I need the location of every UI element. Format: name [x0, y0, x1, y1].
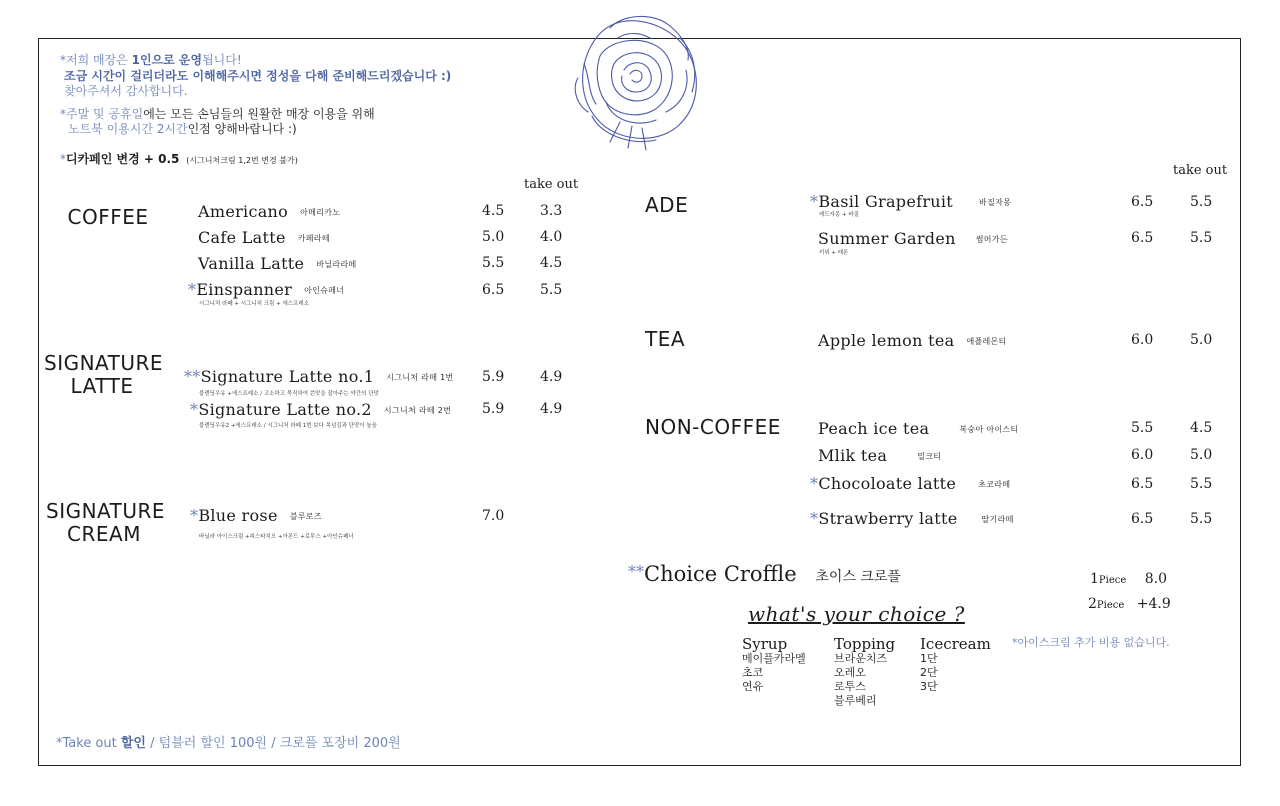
price: 6.5 — [482, 282, 505, 298]
menu-item-basil-grapefruit[interactable]: *Basil Grapefruit 바질자몽 — [810, 192, 1012, 211]
option: 로투스 — [834, 680, 866, 693]
option: 연유 — [742, 680, 764, 693]
option: 브라운치즈 — [834, 652, 888, 665]
takeout-price: 5.5 — [1190, 194, 1213, 210]
menu-item-einspanner[interactable]: *Einspanner 아인슈페너 — [188, 280, 345, 299]
takeout-price: 5.0 — [1190, 447, 1213, 463]
price: 5.9 — [482, 369, 505, 385]
takeout-price: 5.5 — [1190, 476, 1213, 492]
takeout-price: 4.5 — [540, 255, 563, 271]
price: 5.0 — [482, 229, 505, 245]
price: 6.0 — [1131, 447, 1154, 463]
category-ade: ADE — [645, 193, 689, 217]
menu-item-peach-ice-tea[interactable]: Peach ice tea 복숭아 아이스티 — [818, 419, 1019, 438]
takeout-price: 4.9 — [540, 401, 563, 417]
price: 6.5 — [1131, 194, 1154, 210]
menu-item-milk-tea[interactable]: Mlik tea 밀크티 — [818, 446, 942, 465]
option: 초코 — [742, 666, 764, 679]
menu-item-cafe-latte[interactable]: Cafe Latte 카페라떼 — [198, 228, 330, 247]
menu-item-blue-rose[interactable]: *Blue rose 블루로즈 — [190, 506, 322, 525]
menu-item-apple-lemon-tea[interactable]: Apple lemon tea 애플레몬티 — [818, 331, 1007, 350]
option: 블루베리 — [834, 694, 877, 707]
menu-item-strawberry-latte[interactable]: *Strawberry latte 딸기라떼 — [810, 509, 1014, 528]
menu-item-vanilla-latte[interactable]: Vanilla Latte 바닐라라떼 — [198, 254, 357, 273]
choice-column-syrup: Syrup 메이플카라멜 초코 연유 — [742, 635, 806, 693]
menu-item-summer-garden[interactable]: Summer Garden 썸머가든 — [818, 229, 1008, 248]
notice-line-3: 찾아주셔서 감사합니다. — [64, 84, 188, 98]
price: 6.5 — [1131, 476, 1154, 492]
option: 메이플카라멜 — [742, 652, 806, 665]
decaf-notice: *디카페인 변경 + 0.5 (시그니처크림 1,2번 변경 불가) — [60, 152, 298, 166]
price: 6.5 — [1131, 511, 1154, 527]
croffle-2-piece: 2Piece +4.9 — [1088, 596, 1171, 612]
rose-illustration-icon — [570, 8, 704, 158]
menu-item-signature-latte-1[interactable]: **Signature Latte no.1 시그니처 라떼 1번 — [184, 367, 454, 386]
choice-heading: what's your choice ? — [748, 602, 965, 626]
take-out-header-left: take out — [524, 177, 579, 192]
takeout-price: 5.5 — [1190, 511, 1213, 527]
option: 오레오 — [834, 666, 866, 679]
category-non-coffee: NON-COFFEE — [645, 415, 781, 439]
item-description: 블렌딩우유 +에스프레소 / 고소하고 묵직하여 쓴맛을 잡아주는 약간의 단맛 — [199, 391, 379, 397]
category-signature-cream: SIGNATURE CREAM — [46, 499, 166, 546]
category-signature-latte: SIGNATURE LATTE — [44, 351, 164, 398]
croffle-1-piece: 1Piece 8.0 — [1090, 571, 1168, 587]
takeout-price: 4.0 — [540, 229, 563, 245]
item-description: 레드자몽 + 바질 — [819, 212, 859, 218]
item-description: 블렌딩우유2 +에스프레소 / 시그니처 라떼 1번 보다 목넘김과 단맛이 높음 — [199, 423, 377, 429]
notice-line-4: *주말 및 공휴일에는 모든 손님들의 원활한 매장 이용을 위해 — [60, 107, 375, 121]
price: 5.5 — [1131, 420, 1154, 436]
option: 1단 — [920, 652, 938, 665]
price: 7.0 — [482, 508, 505, 524]
takeout-price: 4.9 — [540, 369, 563, 385]
icecream-note: *아이스크림 추가 비용 없습니다. — [1012, 636, 1170, 649]
item-description: 키위 + 레몬 — [819, 250, 849, 256]
menu-item-signature-latte-2[interactable]: *Signature Latte no.2 시그니처 라떼 2번 — [190, 400, 452, 419]
takeout-price: 5.0 — [1190, 332, 1213, 348]
takeout-price: 5.5 — [1190, 230, 1213, 246]
category-tea: TEA — [645, 327, 686, 351]
notice-highlight: 1인으로 운영 — [131, 53, 203, 67]
price: 4.5 — [482, 203, 505, 219]
price: 6.0 — [1131, 332, 1154, 348]
choice-column-topping: Topping 브라운치즈 오레오 로투스 블루베리 — [834, 635, 896, 707]
takeout-price: 5.5 — [540, 282, 563, 298]
item-description: 바닐라 아이스크림 +피스타치오 +아몬드 +로투스 +아인슈페너 — [199, 534, 354, 540]
menu-item-chocolate-latte[interactable]: *Chocoloate latte 초코라떼 — [810, 474, 1011, 493]
item-description: 시그니처 라떼 + 시그니처 크림 + 에스프레소 — [199, 301, 310, 307]
price: 6.5 — [1131, 230, 1154, 246]
option: 2단 — [920, 666, 938, 679]
notice-line-5: 노트북 이용시간 2시간인점 양해바랍니다 :) — [68, 122, 297, 136]
notice-line-2: 조금 시간이 걸리더라도 이해해주시면 정성을 다해 준비해드리겠습니다 :) — [64, 69, 452, 83]
menu-item-americano[interactable]: Americano 아메리카노 — [198, 202, 341, 221]
take-out-header-right: take out — [1173, 163, 1228, 178]
option: 3단 — [920, 680, 938, 693]
footer-note: *Take out 할인 / 텀블러 할인 100원 / 크로플 포장비 200원 — [56, 736, 401, 751]
price: 5.9 — [482, 401, 505, 417]
choice-column-icecream: Icecream 1단 2단 3단 — [920, 635, 991, 693]
price: 5.5 — [482, 255, 505, 271]
croffle-title[interactable]: **Choice Croffle 초이스 크로플 — [628, 562, 901, 586]
takeout-price: 4.5 — [1190, 420, 1213, 436]
notice-line-1: *저희 매장은 1인으로 운영됩니다! — [60, 53, 242, 67]
takeout-price: 3.3 — [540, 203, 563, 219]
category-coffee: COFFEE — [67, 205, 149, 229]
